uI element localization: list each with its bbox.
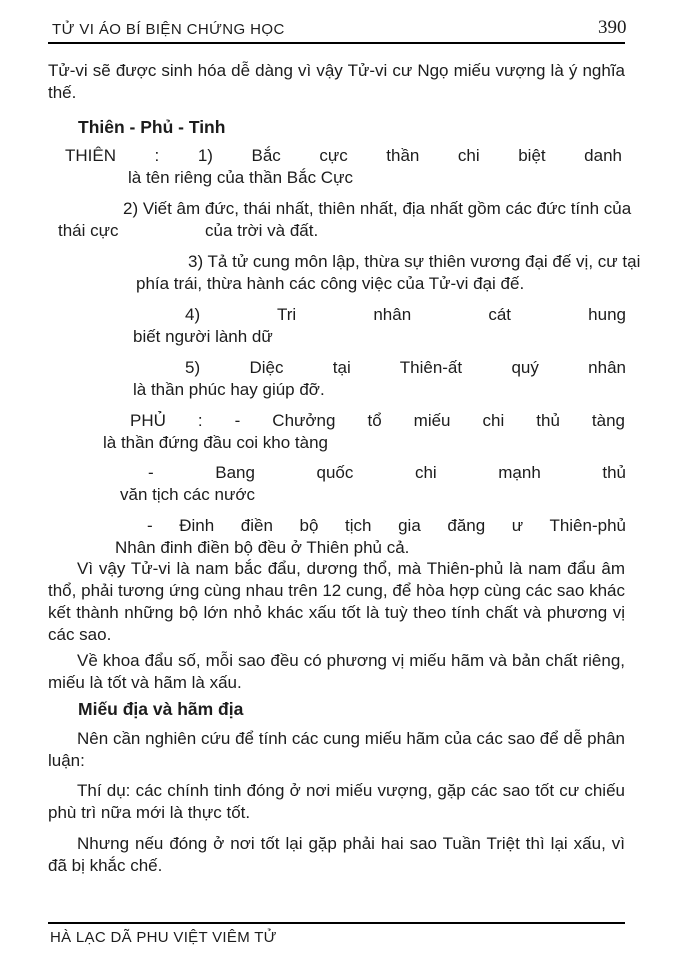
page-number: 390 bbox=[598, 17, 627, 38]
section-heading-thien-phu-tinh: Thiên - Phủ - Tinh bbox=[78, 117, 226, 137]
thien-item4-gloss: biết người lành dữ bbox=[133, 327, 273, 346]
body-paragraph-vi-vay: Vì vậy Tử-vi là nam bắc đẩu, dương thổ, mà Thiên-phủ là nam đẩu âm thổ, phải tương ứng cùng nhau trên 12 cung, để hòa hợp cùng các sao khác kết thành những bộ lớn nhỏ khác xấu tốt là tuỳ theo tính chất và phương vị các sao. bbox=[48, 559, 625, 644]
thien-item2-right-fragment: của trời và đất. bbox=[205, 221, 319, 240]
thien-item5-spread-line: 5) Diệc tại Thiên-ất quý nhân bbox=[185, 358, 626, 377]
phu-item3-gloss: Nhân đinh điền bộ đều ở Thiên phủ cả. bbox=[115, 538, 410, 557]
phu-definition-spread-line: PHỦ : - Chưởng tổ miếu chi thủ tàng bbox=[130, 411, 625, 430]
thien-item3-line2: phía trái, thừa hành các công việc của Tử-vi đại đế. bbox=[136, 274, 525, 293]
phu-definition-gloss: là thần đứng đầu coi kho tàng bbox=[103, 433, 328, 452]
footer-book-author: HÀ LẠC DÃ PHU VIỆT VIÊM TỬ bbox=[50, 929, 277, 946]
body-paragraph-nen-can: Nên cần nghiên cứu để tính các cung miếu hãm của các sao để dễ phân luận: bbox=[48, 729, 625, 770]
phu-item2-gloss: văn tịch các nước bbox=[120, 485, 255, 504]
thien-item3-line1: 3) Tả tử cung môn lập, thừa sự thiên vương đại đế vị, cư tại bbox=[188, 252, 641, 271]
thien-definition-gloss: là tên riêng của thần Bắc Cực bbox=[128, 168, 353, 187]
body-paragraph-nhung-neu: Nhưng nếu đóng ở nơi tốt lại gặp phải hai sao Tuần Triệt thì lại xấu, vì đã bị khắc chế. bbox=[48, 834, 625, 875]
footer-rule bbox=[48, 922, 625, 924]
phu-item3-spread-line: - Đinh điền bộ tịch gia đăng ư Thiên-phủ bbox=[147, 516, 626, 535]
thien-item2-line1: 2) Viết âm đức, thái nhất, thiên nhất, địa nhất gồm các đức tính của bbox=[123, 199, 632, 218]
body-paragraph-ve-khoa: Về khoa đẩu số, mỗi sao đều có phương vị miếu hãm và bản chất riêng, miếu là tốt và hãm là xấu. bbox=[48, 651, 625, 692]
thien-item4-spread-line: 4) Tri nhân cát hung bbox=[185, 305, 626, 324]
thien-definition-spread-line: THIÊN : 1) Bắc cực thần chi biệt danh bbox=[65, 146, 622, 165]
thien-item2-left-fragment: thái cực bbox=[58, 221, 119, 240]
body-paragraph-thi-du: Thí dụ: các chính tinh đóng ở nơi miếu vượng, gặp các sao tốt cư chiếu phù trì nữa mới là thực tốt. bbox=[48, 781, 625, 822]
phu-item2-spread-line: - Bang quốc chi mạnh thủ bbox=[148, 463, 626, 482]
thien-item5-gloss: là thần phúc hay giúp đỡ. bbox=[133, 380, 325, 399]
section-heading-mieu-dia: Miếu địa và hãm địa bbox=[78, 699, 244, 719]
intro-paragraph: Tử-vi sẽ được sinh hóa dễ dàng vì vậy Tử-vi cư Ngọ miếu vượng là ý nghĩa thế. bbox=[48, 61, 625, 102]
header-running-title: TỬ VI ÁO BÍ BIỆN CHỨNG HỌC bbox=[52, 21, 285, 38]
header-rule bbox=[48, 42, 625, 44]
